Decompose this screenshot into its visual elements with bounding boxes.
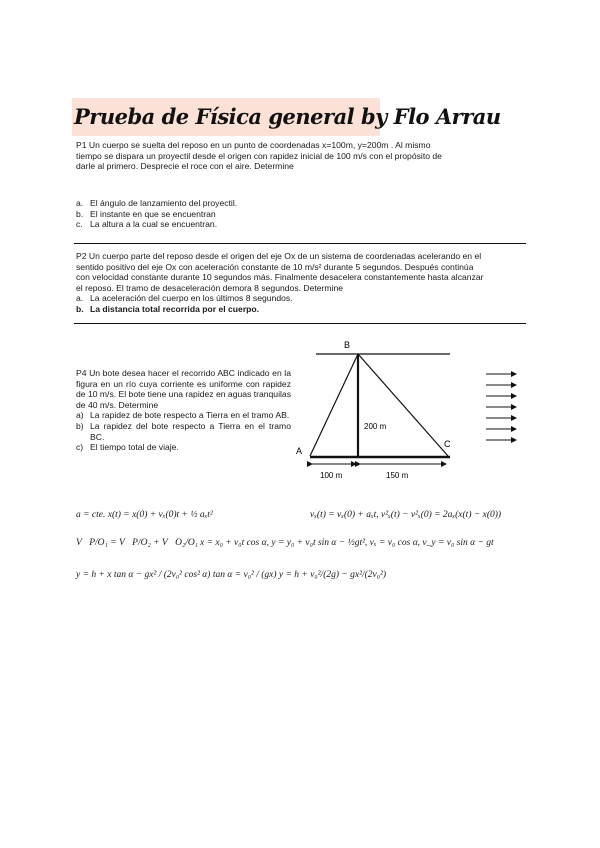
label-left-distance: 100 m xyxy=(320,471,343,480)
label-right-distance: 150 m xyxy=(386,471,409,480)
list-item xyxy=(76,410,291,421)
problem-2-line: el reposo. El tramo de desaceleración demora 8 segundos. Determine xyxy=(76,282,344,293)
item-text: El instante en que se encuentran xyxy=(90,208,216,219)
list-item xyxy=(76,198,528,209)
problem-2-line: sentido positivo del eje Ox con aceleración constante de 10 m/s² durante 5 segundos. Después continúa xyxy=(76,261,474,272)
label-a: A xyxy=(296,446,303,456)
formula-position: a = cte. x(t) = x(0) + vₓ(0)t + ½ aₓt² xyxy=(76,510,213,520)
problem-1-statement xyxy=(76,140,528,172)
problem-2-line: con velocidad constante durante 10 segundos más. Finalmente desacelera constantemente hasta alcanzar xyxy=(76,272,484,283)
item-mark: a) xyxy=(76,410,84,421)
problem-1-line: tiempo se dispara un proyectil desde el origen con rapidez inicial de 100 m/s con el propósito de xyxy=(76,150,442,161)
formula-projectile: x = x₀ + v₀t cos α, y = y₀ + v₀t sin α − ½gt², vₓ = v₀ cos α, v_y = v₀ sin α − gt xyxy=(200,538,494,548)
item-mark: c) xyxy=(76,442,84,453)
label-height: 200 m xyxy=(364,422,387,431)
problem-2-items xyxy=(76,293,528,314)
item-text: El ángulo de lanzamiento del proyectil. xyxy=(90,198,238,208)
divider xyxy=(74,243,526,244)
item-mark: c. xyxy=(76,219,83,230)
problem-4-statement xyxy=(76,368,291,453)
item-text: La rapidez del bote respecto a Tierra en el tramo BC. xyxy=(90,420,291,442)
formula-relative-velocity: V⃗P/O₁ = V⃗P/O₂ + V⃗O₂/O₁ xyxy=(76,538,199,548)
item-mark: b. xyxy=(76,303,84,314)
item-text: El tiempo total de viaje. xyxy=(90,442,179,453)
item-text: La distancia total recorrida por el cuerpo. xyxy=(90,303,260,314)
list-item xyxy=(76,219,528,230)
problem-2-statement xyxy=(76,251,528,293)
item-mark: a. xyxy=(76,198,84,208)
label-b: B xyxy=(344,340,351,350)
item-mark: a. xyxy=(76,293,84,303)
list-item xyxy=(76,304,528,315)
divider xyxy=(74,323,526,324)
item-mark: b. xyxy=(76,208,84,219)
list-item xyxy=(76,421,291,442)
item-text: La altura a la cual se encuentran. xyxy=(90,219,218,230)
problem-1-line: P1 Un cuerpo se suelta del reposo en un punto de coordenadas x=100m, y=200m . Al mismo xyxy=(76,140,431,150)
page-title: Prueba de Física general by Flo Arrau xyxy=(74,104,501,129)
item-mark: b) xyxy=(76,420,84,431)
list-item xyxy=(76,209,528,220)
problem-4-text: P4 Un bote desea hacer el recorrido ABC indicado en la figura en un río cuya corriente es uniforme con rapidez de 10 m/s. El bote tiene una rapidez en aguas tranquilas de 40 m/s. Determine xyxy=(76,368,291,410)
path-bc xyxy=(358,354,448,456)
label-c: C xyxy=(444,439,451,449)
list-item xyxy=(76,442,291,453)
item-text: La aceleración del cuerpo en los últimos 8 segundos. xyxy=(90,293,293,303)
problem-1-line: darle al primero. Desprecie el roce con el aire. Determine xyxy=(76,161,294,172)
item-text: La rapidez de bote respecto a Tierra en el tramo AB. xyxy=(90,410,290,421)
path-ab xyxy=(310,354,358,456)
river-boat-diagram xyxy=(290,334,530,484)
formula-velocity: vₓ(t) = vₓ(0) + aₓt, v²ₓ(t) − v²ₓ(0) = 2aₓ(x(t) − x(0)) xyxy=(310,510,502,520)
problem-1-items xyxy=(76,198,528,230)
list-item xyxy=(76,293,528,304)
current-arrows xyxy=(486,374,516,440)
formula-trajectory: y = h + x tan α − gx² / (2v₀² cos² α) tan α = v₀² / (gx) y = h + v₀²/(2g) − gx²/(2v₀²) xyxy=(76,570,387,580)
problem-2-line: P2 Un cuerpo parte del reposo desde el origen del eje Ox de un sistema de coordenadas acelerando en el xyxy=(76,251,482,261)
